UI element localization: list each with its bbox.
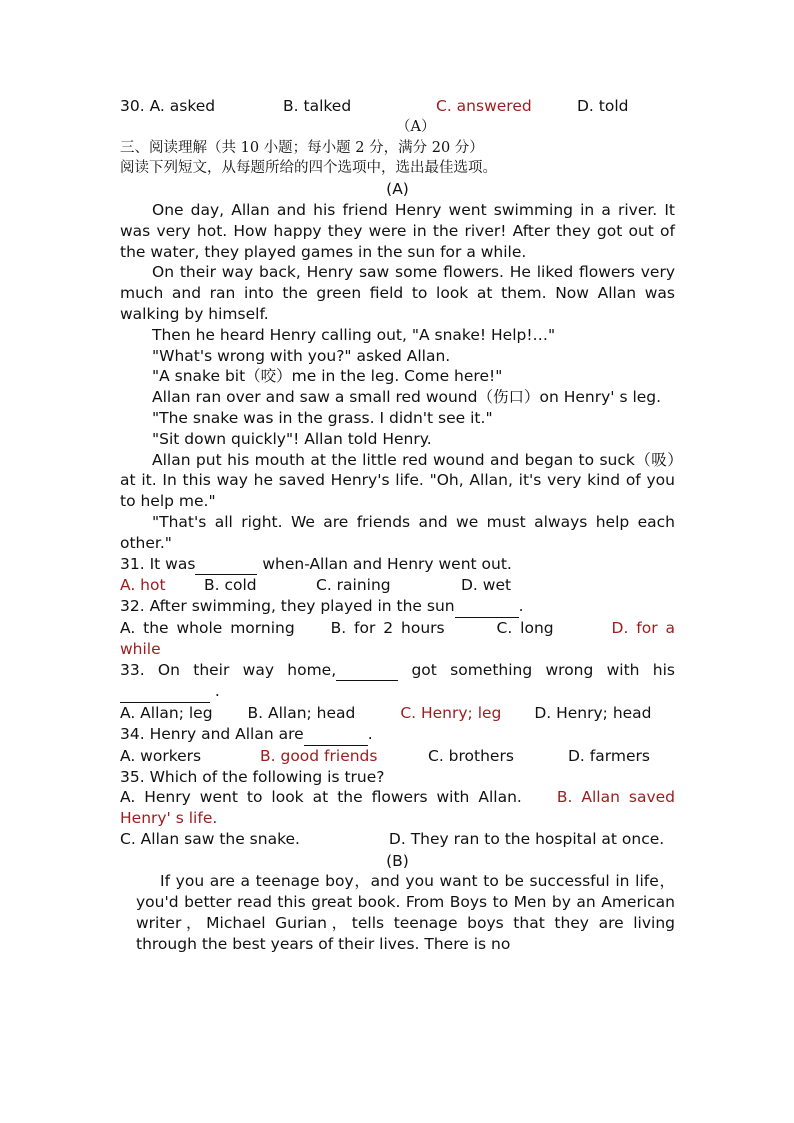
q35-stem: 35. Which of the following is true? <box>120 767 385 786</box>
passage-a-paragraph: One day, Allan and his friend Henry went swimming in a river. It was very hot. How happy they were in the river! After they got out of the water, they played games in the sun for a while. <box>120 200 675 261</box>
q30-option-a: 30. A. asked <box>120 97 216 115</box>
q30-answer: （A） <box>396 118 436 135</box>
q30-option-b: B. talked <box>283 97 352 115</box>
q33-blank-1 <box>336 660 398 682</box>
passage-a-paragraph: "What's wrong with you?" asked Allan. <box>152 346 451 365</box>
q34-options <box>120 746 675 767</box>
q31-stem-start: 31. It was <box>120 554 196 573</box>
passage-a-label: (A) <box>386 180 409 199</box>
passage-b-paragraph: If you are a teenage boy，and you want to be successful in life，you'd better read this great book. From Boys to Men by an American writer，Michael Gurian，tells teenage boys that they are living through the best years of their lives. There is no <box>136 872 675 953</box>
q32-blank <box>455 596 519 618</box>
passage-a-paragraph: "A snake bit（咬）me in the leg. Come here!" <box>152 367 503 386</box>
q34-option-c: C. brothers <box>428 746 514 765</box>
q34-option-b: B. good friends <box>260 746 378 765</box>
passage-a-paragraph: Allan ran over and saw a small red wound（伤口）on Henry' s leg. <box>152 388 662 407</box>
q34-stem-end: . <box>367 724 373 743</box>
section3-instruction: 阅读下列短文，从每题所给的四个选项中，选出最佳选项。 <box>120 160 497 177</box>
q31-blank <box>195 554 257 576</box>
q31-option-d: D. wet <box>461 576 512 595</box>
exam-page <box>120 96 675 955</box>
passage-a-paragraph: "The snake was in the grass. I didn't see it." <box>152 408 493 427</box>
q34-option-a: A. workers <box>120 746 202 765</box>
q33-blank-2 <box>120 681 210 703</box>
q34-stem-text: 34. Henry and Allan are <box>120 724 304 743</box>
passage-a-paragraph: Allan put his mouth at the little red wound and began to suck（吸）at it. In this way he saved Henry's life. "Oh, Allan, it's very kind of you to help me." <box>120 450 675 511</box>
q32-options <box>120 618 675 660</box>
passage-a-paragraph: Then he heard Henry calling out, "A snake! Help!…" <box>152 325 556 344</box>
q35-option-b: B. Allan saved Henry' s life. <box>120 788 675 828</box>
q33-options <box>120 703 675 724</box>
q32-option-b: B. for 2 hours <box>330 618 445 637</box>
q33-option-d: D. Henry; head <box>534 704 652 723</box>
q33-stem-mid: got something wrong with his <box>411 660 675 679</box>
q34-option-d: D. farmers <box>568 746 650 765</box>
q31-options <box>120 575 675 596</box>
q33-stem <box>120 660 675 704</box>
q30-options <box>120 96 675 117</box>
q31-stem-end: when-Allan and Henry went out. <box>257 554 512 573</box>
q33-option-c: C. Henry; leg <box>400 704 502 723</box>
q35-options-ab <box>120 787 675 829</box>
q32-option-a: A. the whole morning <box>120 618 295 637</box>
q33-stem-start: 33. On their way home, <box>120 660 337 679</box>
q30-option-d: D. told <box>577 97 629 115</box>
passage-a-paragraph: On their way back, Henry saw some flowers. He liked flowers very much and ran into the green field to look at them. Now Allan was walking by himself. <box>120 263 675 323</box>
q33-stem-end: . <box>210 682 220 701</box>
q35-options-cd <box>120 829 675 850</box>
q32-option-c: C. long <box>496 618 554 637</box>
q31-option-a: A. hot <box>120 576 166 595</box>
passage-a-paragraph: "That's all right. We are friends and we must always help each other." <box>120 512 675 552</box>
q32-stem-end: . <box>518 597 524 616</box>
q35-option-a: A. Henry went to look at the flowers with Allan. <box>120 788 522 807</box>
q31-option-c: C. raining <box>316 576 391 595</box>
q34-blank <box>304 724 368 746</box>
q34-stem <box>120 724 675 746</box>
q32-stem-text: 32. After swimming, they played in the sun <box>120 597 455 616</box>
q31-stem <box>120 554 675 576</box>
q35-option-d: D. They ran to the hospital at once. <box>388 829 665 848</box>
q30-option-c: C. answered <box>436 97 532 115</box>
q32-stem <box>120 596 675 618</box>
section3-title: 三、阅读理解（共 10 小题；每小题 2 分，满分 20 分） <box>120 139 484 156</box>
passage-b-label: (B) <box>386 851 409 870</box>
passage-a-paragraph: "Sit down quickly"! Allan told Henry. <box>152 429 432 448</box>
q32-option-d: D. for a while <box>120 618 675 658</box>
q33-option-a: A. Allan; leg <box>120 704 213 723</box>
q35-option-c: C. Allan saw the snake. <box>120 829 300 848</box>
passage-a <box>120 200 675 554</box>
q33-option-b: B. Allan; head <box>247 704 356 723</box>
q31-option-b: B. cold <box>204 576 257 595</box>
